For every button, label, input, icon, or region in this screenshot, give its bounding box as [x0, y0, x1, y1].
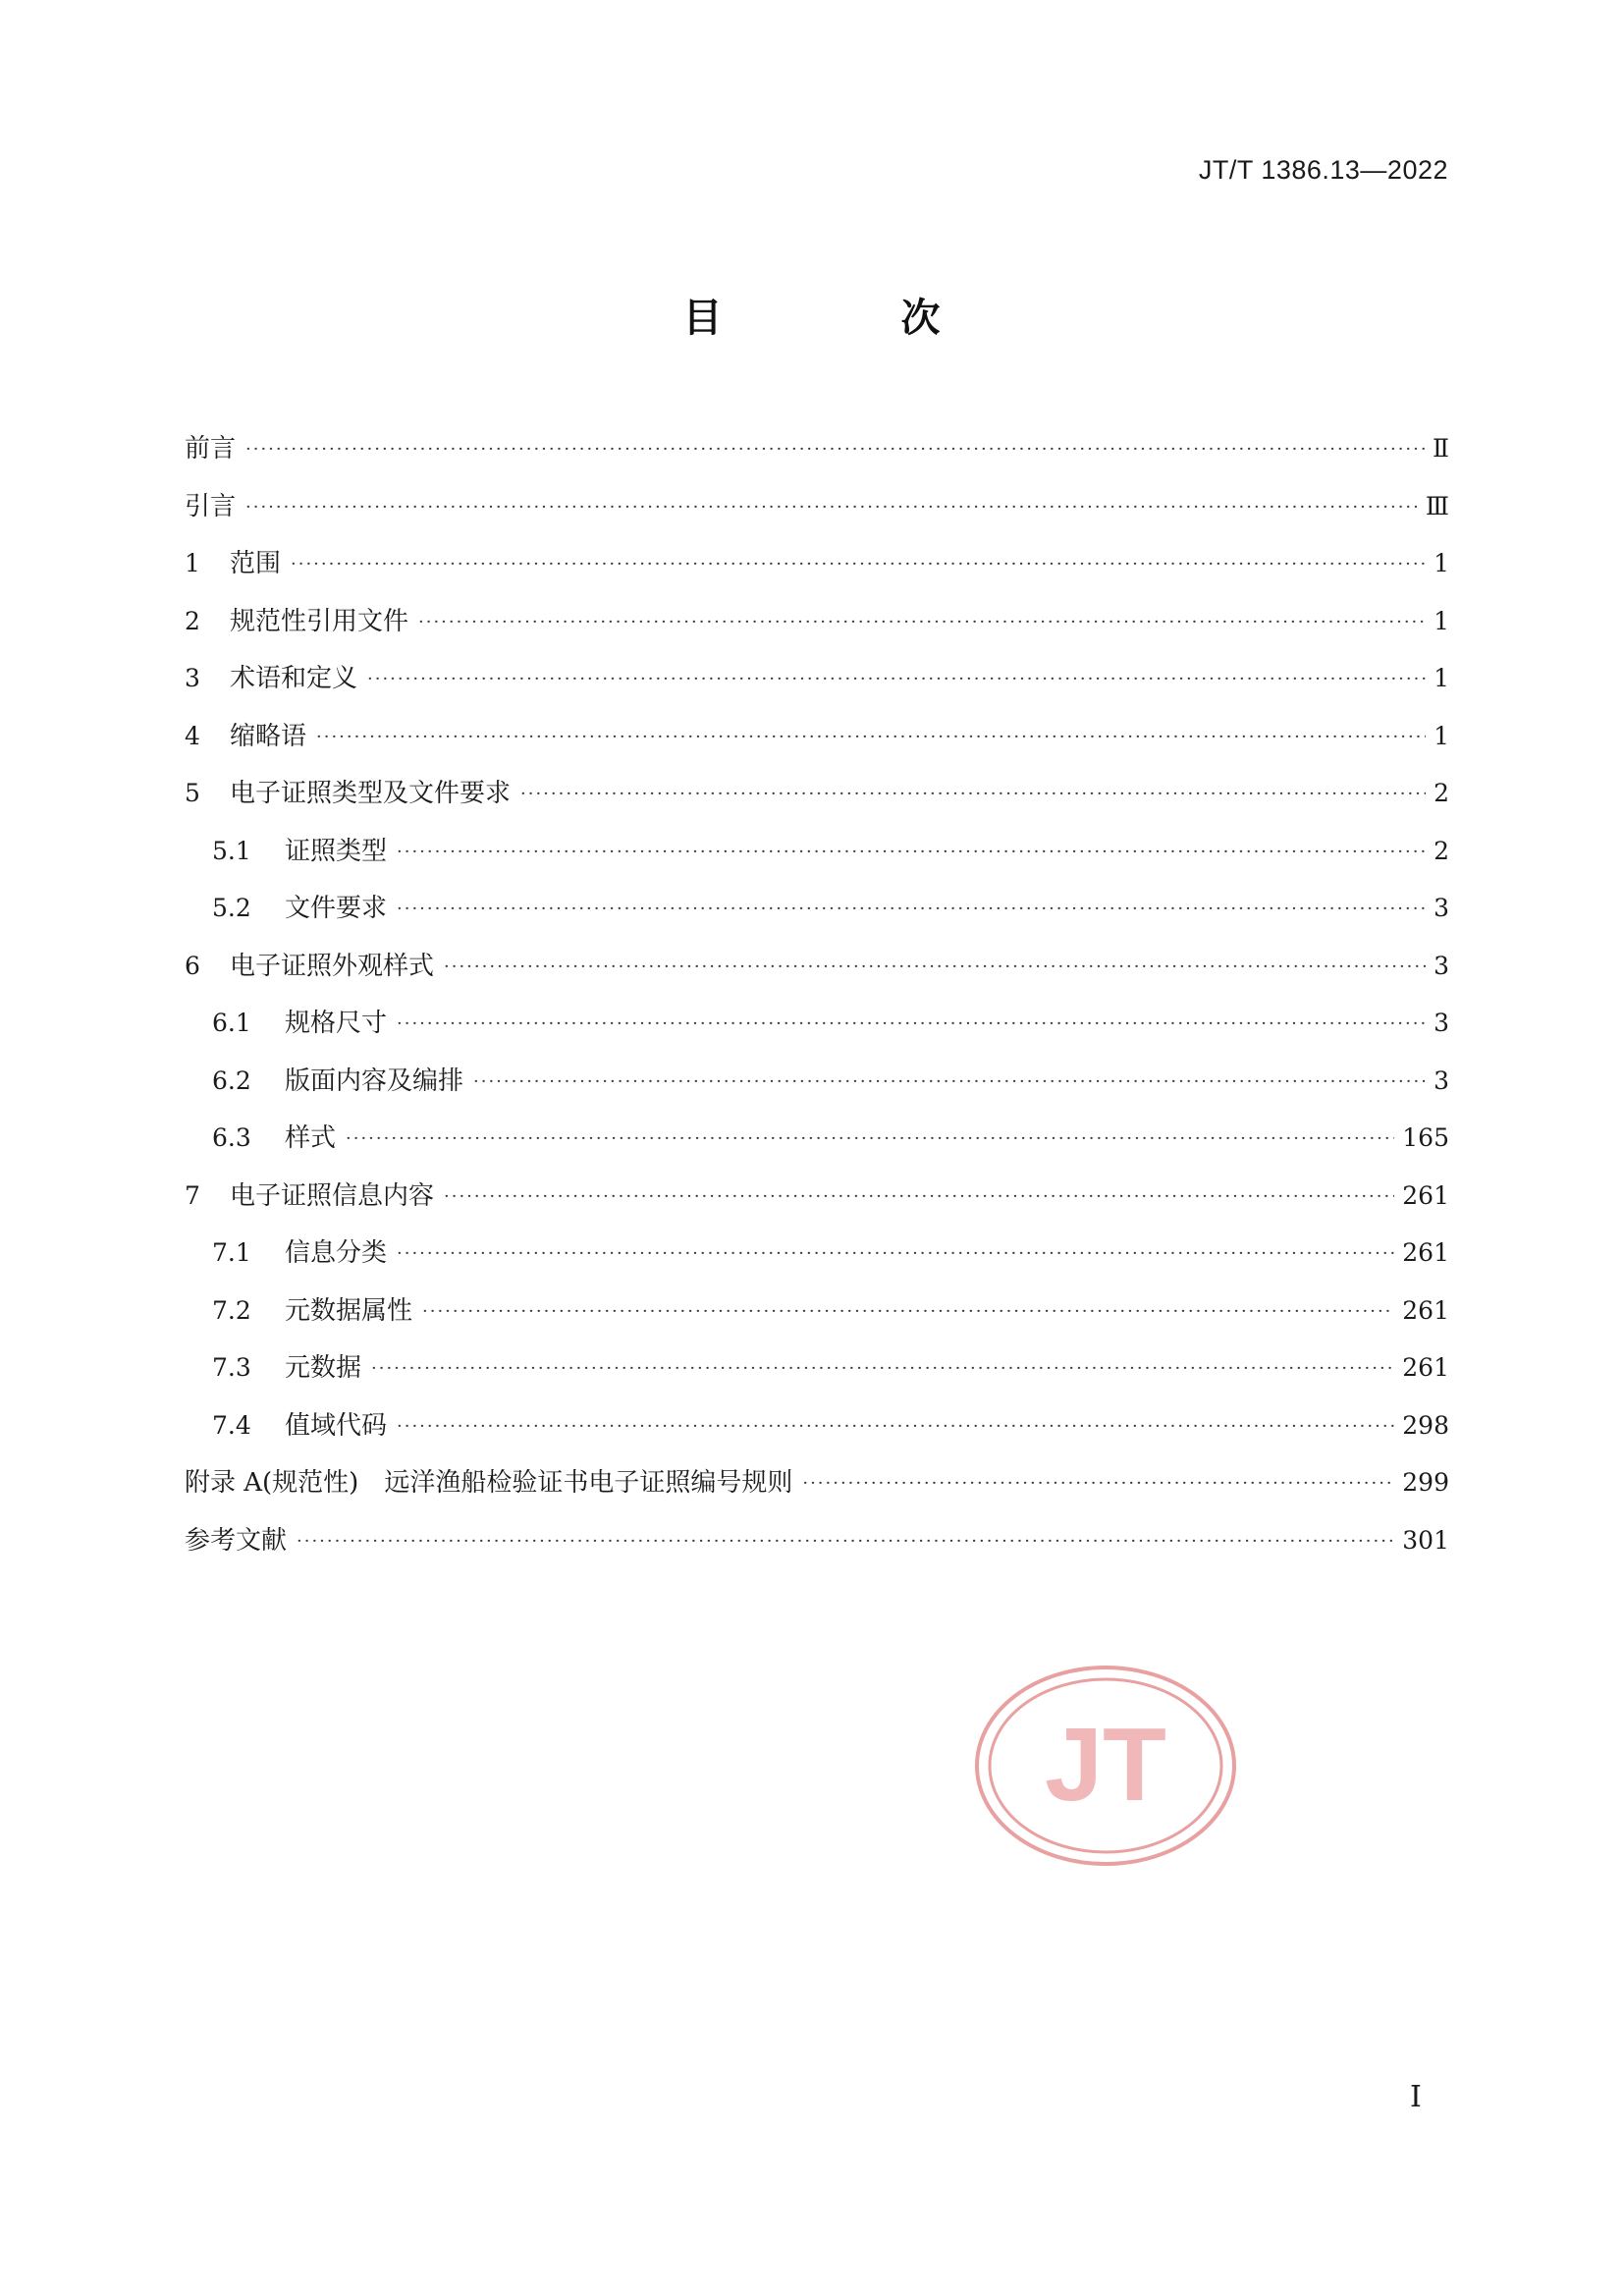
toc-entry-number: 7.3	[212, 1353, 251, 1382]
toc-entry-label: 证照类型	[285, 836, 388, 866]
toc-leader-dots	[316, 709, 1426, 767]
toc-entry-number: 5.1	[212, 836, 251, 865]
toc-entry[interactable]	[185, 1225, 1449, 1283]
toc-entry-number: 6.2	[212, 1066, 251, 1095]
toc-entry-label: 前言	[185, 434, 237, 464]
toc-entry[interactable]	[185, 995, 1449, 1053]
toc-entry[interactable]	[185, 593, 1449, 651]
toc-entry[interactable]	[185, 1397, 1449, 1455]
toc-entry-label: 样式	[285, 1123, 337, 1153]
toc-title: 目 次	[682, 296, 1023, 341]
toc-leader-dots	[520, 766, 1426, 824]
toc-entry-label: 引言	[185, 491, 237, 521]
toc-leader-dots	[473, 1054, 1426, 1112]
toc-entry-number: 3	[185, 664, 200, 692]
toc-entry-number: 7.2	[212, 1295, 251, 1325]
toc-entry-page: 261	[1402, 1238, 1449, 1267]
toc-leader-dots	[346, 1111, 1394, 1169]
toc-entry-page: 261	[1402, 1353, 1449, 1382]
toc-entry[interactable]	[185, 1110, 1449, 1168]
standard-code: JT/T 1386.13—2022	[1198, 155, 1448, 185]
toc-entry[interactable]	[185, 823, 1449, 881]
toc-leader-dots	[397, 824, 1426, 882]
toc-entry-page: 299	[1402, 1468, 1449, 1497]
toc-entry-page: 3	[1434, 894, 1449, 922]
toc-entry[interactable]	[185, 1339, 1449, 1397]
toc-entry-page: 1	[1434, 664, 1449, 692]
toc-entry[interactable]	[185, 1283, 1449, 1340]
toc-entry-number: 2	[185, 606, 200, 635]
toc-entry-label: 元数据	[285, 1353, 362, 1383]
toc-leader-dots	[418, 594, 1426, 652]
toc-entry-page: 1	[1434, 721, 1449, 750]
toc-entry-page: 3	[1434, 951, 1449, 980]
toc-leader-dots	[245, 479, 1418, 537]
toc-entry[interactable]	[185, 938, 1449, 996]
toc-leader-dots	[397, 1398, 1394, 1456]
toc-leader-dots	[397, 996, 1426, 1054]
toc-leader-dots	[397, 881, 1426, 939]
toc-entry[interactable]	[185, 708, 1449, 766]
toc-entry[interactable]	[185, 880, 1449, 938]
table-of-contents	[185, 420, 1449, 1569]
toc-entry-label: 电子证照类型及文件要求	[230, 779, 512, 808]
toc-entry-label: 规格尺寸	[285, 1009, 388, 1038]
toc-entry-label: 缩略语	[230, 721, 307, 751]
toc-entry-page: 3	[1434, 1009, 1449, 1037]
toc-leader-dots	[444, 1169, 1394, 1227]
toc-entry[interactable]	[185, 478, 1449, 536]
toc-leader-dots	[422, 1284, 1394, 1341]
toc-leader-dots	[245, 421, 1425, 479]
toc-entry-number: 6.3	[212, 1123, 251, 1152]
toc-entry-label: 附录 A(规范性) 远洋渔船检验证书电子证照编号规则	[185, 1468, 793, 1498]
toc-entry-page: 261	[1402, 1295, 1449, 1325]
toc-entry[interactable]	[185, 420, 1449, 478]
toc-entry-label: 参考文献	[185, 1525, 288, 1556]
toc-entry-label: 元数据属性	[285, 1295, 413, 1326]
toc-entry-page: Ⅲ	[1425, 491, 1449, 520]
toc-entry-number: 7	[185, 1180, 200, 1210]
toc-entry[interactable]	[185, 1168, 1449, 1226]
jt-seal-icon	[972, 1663, 1239, 1869]
toc-entry-page: 298	[1402, 1410, 1449, 1440]
toc-entry-page: 2	[1434, 779, 1449, 807]
toc-entry-label: 文件要求	[285, 894, 388, 923]
toc-entry[interactable]	[185, 1512, 1449, 1570]
toc-entry-label: 信息分类	[285, 1238, 388, 1268]
page-number: I	[1410, 2080, 1422, 2114]
toc-leader-dots	[297, 1513, 1394, 1571]
toc-entry[interactable]	[185, 765, 1449, 823]
toc-entry-number: 5.2	[212, 894, 251, 922]
toc-leader-dots	[397, 1226, 1394, 1284]
toc-leader-dots	[444, 939, 1426, 997]
toc-entry-label: 术语和定义	[230, 664, 358, 693]
toc-entry-number: 7.4	[212, 1410, 251, 1440]
toc-entry-page: 165	[1402, 1123, 1449, 1152]
toc-entry-number: 4	[185, 721, 200, 750]
toc-entry-label: 版面内容及编排	[285, 1066, 464, 1096]
toc-entry-number: 6	[185, 951, 200, 980]
toc-entry[interactable]	[185, 650, 1449, 708]
toc-leader-dots	[291, 536, 1426, 594]
toc-entry-label: 电子证照信息内容	[230, 1180, 435, 1211]
toc-entry-page: 1	[1434, 549, 1449, 577]
toc-entry-number: 6.1	[212, 1009, 251, 1037]
toc-entry[interactable]	[185, 1454, 1449, 1512]
toc-entry-page: 301	[1402, 1525, 1449, 1555]
toc-leader-dots	[802, 1455, 1394, 1513]
toc-leader-dots	[367, 651, 1426, 709]
toc-entry-number: 7.1	[212, 1238, 251, 1267]
toc-entry-label: 规范性引用文件	[230, 606, 409, 636]
toc-entry-number: 1	[185, 549, 200, 577]
toc-leader-dots	[371, 1340, 1394, 1398]
toc-entry[interactable]	[185, 535, 1449, 593]
toc-entry-page: 1	[1434, 606, 1449, 635]
toc-entry-page: Ⅱ	[1433, 434, 1449, 463]
toc-entry-page: 3	[1434, 1066, 1449, 1095]
watermark-text: JT	[1045, 1707, 1166, 1823]
toc-entry-label: 电子证照外观样式	[230, 951, 435, 981]
toc-entry-page: 2	[1434, 836, 1449, 865]
toc-entry-page: 261	[1402, 1180, 1449, 1210]
toc-entry[interactable]	[185, 1053, 1449, 1111]
toc-entry-label: 范围	[230, 549, 282, 578]
toc-entry-number: 5	[185, 779, 200, 807]
toc-entry-label: 值域代码	[285, 1410, 388, 1441]
